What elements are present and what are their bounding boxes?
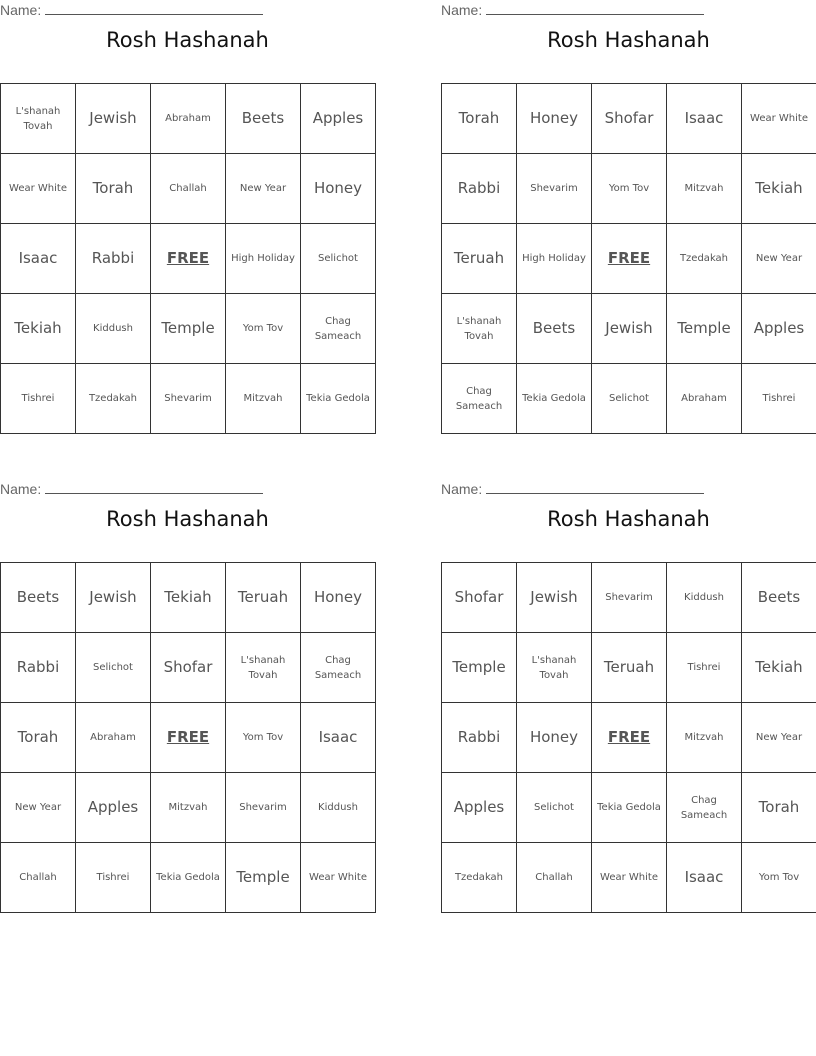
card-title: Rosh Hashanah (547, 507, 710, 531)
bingo-grid (0, 83, 376, 434)
grid-row (1, 703, 376, 773)
bingo-cell[interactable]: Yom Tov (592, 154, 667, 224)
bingo-cell[interactable]: Kiddush (667, 563, 742, 633)
name-label: Name: (441, 481, 483, 497)
bingo-cell[interactable]: Shevarim (226, 773, 301, 843)
bingo-cell[interactable]: Rabbi (442, 703, 517, 773)
bingo-cell[interactable]: Apples (442, 773, 517, 843)
bingo-cell[interactable]: Rabbi (1, 633, 76, 703)
bingo-cell[interactable]: Jewish (76, 84, 151, 154)
grid-row (1, 224, 376, 294)
bingo-grid (441, 83, 816, 434)
bingo-cell[interactable]: Apples (301, 84, 376, 154)
bingo-cell[interactable]: Isaac (667, 843, 742, 913)
bingo-cell[interactable]: Rabbi (76, 224, 151, 294)
bingo-cell[interactable]: Beets (1, 563, 76, 633)
bingo-cell[interactable]: New Year (742, 224, 816, 294)
bingo-cell[interactable]: Kiddush (76, 294, 151, 364)
card-title: Rosh Hashanah (106, 28, 269, 52)
bingo-cell[interactable]: Temple (151, 294, 226, 364)
bingo-cell[interactable]: New Year (742, 703, 816, 773)
bingo-cell[interactable]: Jewish (76, 563, 151, 633)
grid-row (1, 84, 376, 154)
bingo-cell[interactable]: Isaac (1, 224, 76, 294)
bingo-cell[interactable]: Shevarim (517, 154, 592, 224)
bingo-card-1 (0, 0, 375, 434)
grid-row (1, 843, 376, 913)
bingo-cell[interactable]: Jewish (592, 294, 667, 364)
bingo-grid (0, 562, 376, 913)
bingo-cell[interactable]: L'shanah Tovah (1, 84, 76, 154)
bingo-cell[interactable]: Yom Tov (742, 843, 816, 913)
bingo-cell[interactable]: Abraham (76, 703, 151, 773)
bingo-cell[interactable]: Tekia Gedola (517, 364, 592, 434)
bingo-cell[interactable]: Shofar (442, 563, 517, 633)
bingo-cell[interactable]: Abraham (151, 84, 226, 154)
bingo-cell[interactable]: Yom Tov (226, 294, 301, 364)
bingo-cell[interactable]: Beets (742, 563, 816, 633)
bingo-cell[interactable]: Mitzvah (667, 154, 742, 224)
free-space-cell[interactable]: FREE (592, 703, 667, 773)
grid-row (442, 633, 816, 703)
bingo-cell[interactable]: Tishrei (1, 364, 76, 434)
name-label: Name: (441, 2, 483, 18)
grid-row (442, 703, 816, 773)
grid-row (1, 633, 376, 703)
grid-row (1, 773, 376, 843)
bingo-cell[interactable]: Selichot (517, 773, 592, 843)
bingo-card-2 (441, 0, 816, 434)
free-space-cell[interactable]: FREE (151, 703, 226, 773)
bingo-cell[interactable]: High Holiday (226, 224, 301, 294)
name-blank[interactable] (45, 2, 263, 15)
bingo-cell[interactable]: L'shanah Tovah (226, 633, 301, 703)
bingo-cell[interactable]: Rabbi (442, 154, 517, 224)
bingo-card-4 (441, 479, 816, 913)
bingo-cell[interactable]: Torah (742, 773, 816, 843)
bingo-cell[interactable]: L'shanah Tovah (517, 633, 592, 703)
bingo-cell[interactable]: Beets (226, 84, 301, 154)
bingo-cell[interactable]: Temple (226, 843, 301, 913)
bingo-cell[interactable]: New Year (1, 773, 76, 843)
name-blank[interactable] (486, 481, 704, 494)
grid-row (1, 364, 376, 434)
bingo-cell[interactable]: Kiddush (301, 773, 376, 843)
grid-row (442, 563, 816, 633)
grid-row (442, 843, 816, 913)
bingo-cell[interactable]: Selichot (76, 633, 151, 703)
bingo-cell[interactable]: Chag Sameach (301, 633, 376, 703)
bingo-cell[interactable]: Mitzvah (151, 773, 226, 843)
bingo-cell[interactable]: Isaac (301, 703, 376, 773)
name-label: Name: (0, 2, 42, 18)
bingo-cell[interactable]: Teruah (592, 633, 667, 703)
bingo-cell[interactable]: Chag Sameach (301, 294, 376, 364)
name-blank[interactable] (486, 2, 704, 15)
bingo-cell[interactable]: Tekiah (151, 563, 226, 633)
bingo-cell[interactable]: Tekiah (742, 154, 816, 224)
bingo-cell[interactable]: Tishrei (76, 843, 151, 913)
grid-row (1, 294, 376, 364)
bingo-cell[interactable]: Torah (76, 154, 151, 224)
bingo-cell[interactable]: Shofar (592, 84, 667, 154)
name-line (0, 0, 375, 20)
bingo-cell[interactable]: Chag Sameach (667, 773, 742, 843)
bingo-cell[interactable]: Apples (76, 773, 151, 843)
bingo-cell[interactable]: Tekiah (742, 633, 816, 703)
name-blank[interactable] (45, 481, 263, 494)
bingo-cell[interactable]: Honey (301, 563, 376, 633)
grid-row (442, 294, 816, 364)
bingo-cell[interactable]: Abraham (667, 364, 742, 434)
bingo-cell[interactable]: Tzedakah (76, 364, 151, 434)
bingo-cell[interactable]: Wear White (1, 154, 76, 224)
bingo-cell[interactable]: Challah (151, 154, 226, 224)
bingo-cell[interactable]: Tzedakah (442, 843, 517, 913)
bingo-cell[interactable]: Selichot (592, 364, 667, 434)
name-line (0, 479, 375, 499)
bingo-card-3 (0, 479, 375, 913)
bingo-cell[interactable]: Teruah (442, 224, 517, 294)
bingo-cell[interactable]: Torah (1, 703, 76, 773)
grid-row (1, 154, 376, 224)
bingo-cell[interactable]: Shevarim (592, 563, 667, 633)
bingo-cell[interactable]: Shofar (151, 633, 226, 703)
grid-row (442, 773, 816, 843)
grid-row (442, 364, 816, 434)
bingo-cell[interactable]: Jewish (517, 563, 592, 633)
bingo-cell[interactable]: Honey (301, 154, 376, 224)
name-label: Name: (0, 481, 42, 497)
bingo-cell[interactable]: Honey (517, 84, 592, 154)
bingo-cell[interactable]: Teruah (226, 563, 301, 633)
bingo-cell[interactable]: Shevarim (151, 364, 226, 434)
bingo-cell[interactable]: Tishrei (742, 364, 816, 434)
bingo-cell[interactable]: High Holiday (517, 224, 592, 294)
bingo-cell[interactable]: Selichot (301, 224, 376, 294)
grid-row (442, 224, 816, 294)
bingo-grid (441, 562, 816, 913)
bingo-cell[interactable]: Honey (517, 703, 592, 773)
bingo-cell[interactable]: Isaac (667, 84, 742, 154)
free-space-cell[interactable]: FREE (592, 224, 667, 294)
grid-row (442, 84, 816, 154)
grid-row (442, 154, 816, 224)
bingo-cell[interactable]: Apples (742, 294, 816, 364)
bingo-cell[interactable]: New Year (226, 154, 301, 224)
card-title: Rosh Hashanah (106, 507, 269, 531)
card-title: Rosh Hashanah (547, 28, 710, 52)
name-line (441, 0, 816, 20)
grid-row (1, 563, 376, 633)
bingo-cell[interactable]: Wear White (592, 843, 667, 913)
bingo-cell[interactable]: Tekia Gedola (151, 843, 226, 913)
bingo-cell[interactable]: Torah (442, 84, 517, 154)
name-line (441, 479, 816, 499)
bingo-cell[interactable]: Beets (517, 294, 592, 364)
bingo-cell[interactable]: Mitzvah (226, 364, 301, 434)
bingo-cell[interactable]: Mitzvah (667, 703, 742, 773)
free-space-cell[interactable]: FREE (151, 224, 226, 294)
bingo-cell[interactable]: Tekiah (1, 294, 76, 364)
bingo-cell[interactable]: Tekia Gedola (301, 364, 376, 434)
bingo-cell[interactable]: Chag Sameach (442, 364, 517, 434)
bingo-cell[interactable]: Yom Tov (226, 703, 301, 773)
bingo-cell[interactable]: Temple (442, 633, 517, 703)
bingo-cell[interactable]: Tishrei (667, 633, 742, 703)
bingo-cell[interactable]: Wear White (742, 84, 816, 154)
bingo-cell[interactable]: Challah (1, 843, 76, 913)
bingo-cell[interactable]: Challah (517, 843, 592, 913)
bingo-cell[interactable]: Temple (667, 294, 742, 364)
bingo-cell[interactable]: Tekia Gedola (592, 773, 667, 843)
bingo-cell[interactable]: L'shanah Tovah (442, 294, 517, 364)
bingo-cell[interactable]: Wear White (301, 843, 376, 913)
bingo-cell[interactable]: Tzedakah (667, 224, 742, 294)
